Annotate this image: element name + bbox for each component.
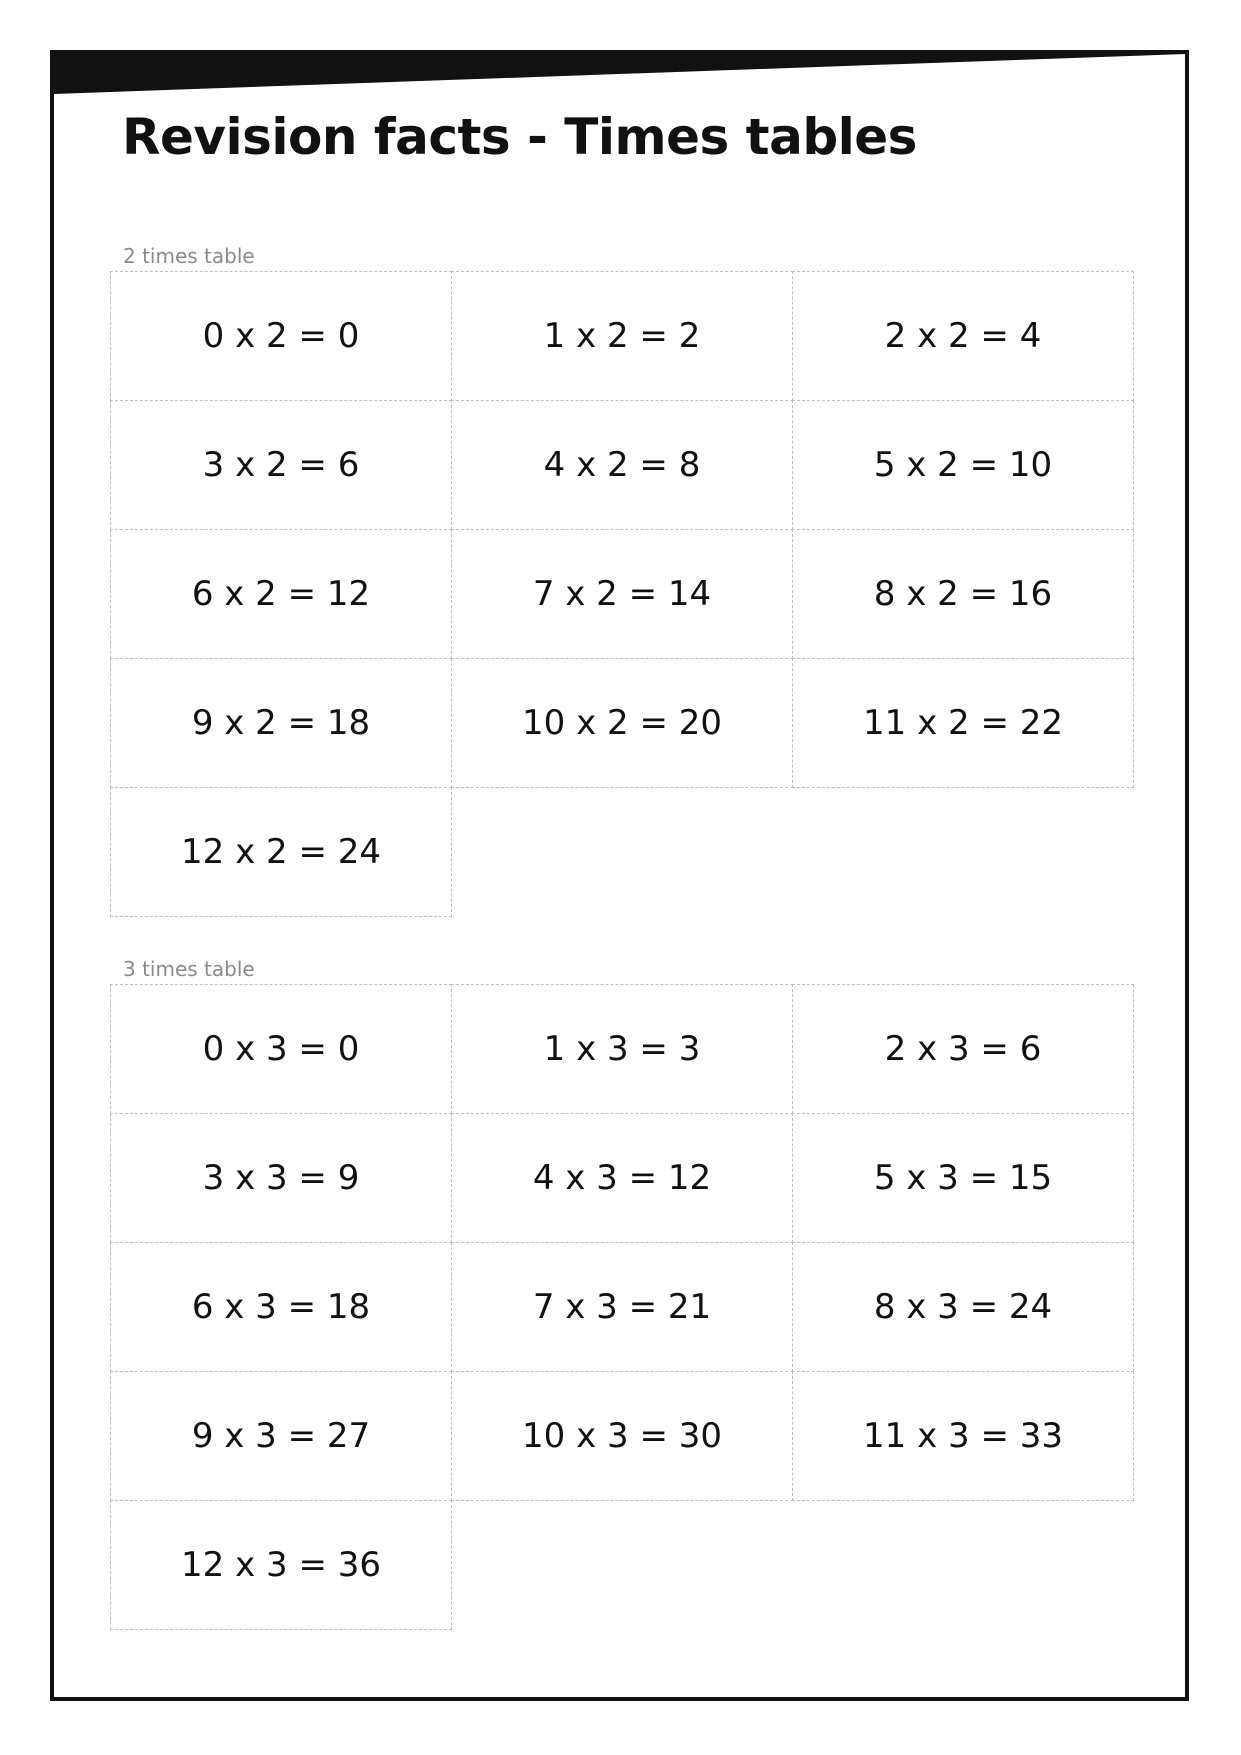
fact-card: 5 x 2 = 10 xyxy=(792,400,1134,530)
fact-card: 2 x 2 = 4 xyxy=(792,271,1134,401)
fact-card: 1 x 2 = 2 xyxy=(451,271,793,401)
fact-card: 0 x 2 = 0 xyxy=(110,271,452,401)
fact-card: 8 x 3 = 24 xyxy=(792,1242,1134,1372)
fact-card: 9 x 2 = 18 xyxy=(110,658,452,788)
fact-card: 9 x 3 = 27 xyxy=(110,1371,452,1501)
facts-grid xyxy=(110,271,1133,916)
fact-card: 7 x 2 = 14 xyxy=(451,529,793,659)
fact-card: 11 x 2 = 22 xyxy=(792,658,1134,788)
fact-card: 6 x 3 = 18 xyxy=(110,1242,452,1372)
fact-card: 3 x 3 = 9 xyxy=(110,1113,452,1243)
section-label: 2 times table xyxy=(123,244,255,268)
page-title: Revision facts - Times tables xyxy=(122,108,917,166)
fact-card: 4 x 3 = 12 xyxy=(451,1113,793,1243)
fact-card: 12 x 3 = 36 xyxy=(110,1500,452,1630)
fact-card: 10 x 3 = 30 xyxy=(451,1371,793,1501)
fact-card: 11 x 3 = 33 xyxy=(792,1371,1134,1501)
section-label: 3 times table xyxy=(123,957,255,981)
fact-card: 2 x 3 = 6 xyxy=(792,984,1134,1114)
fact-card: 7 x 3 = 21 xyxy=(451,1242,793,1372)
header-band xyxy=(54,54,1185,104)
fact-card: 5 x 3 = 15 xyxy=(792,1113,1134,1243)
fact-card: 10 x 2 = 20 xyxy=(451,658,793,788)
facts-grid xyxy=(110,984,1133,1629)
fact-card: 0 x 3 = 0 xyxy=(110,984,452,1114)
page-frame xyxy=(50,50,1189,1701)
fact-card: 12 x 2 = 24 xyxy=(110,787,452,917)
fact-card: 4 x 2 = 8 xyxy=(451,400,793,530)
fact-card: 6 x 2 = 12 xyxy=(110,529,452,659)
fact-card: 1 x 3 = 3 xyxy=(451,984,793,1114)
fact-card: 3 x 2 = 6 xyxy=(110,400,452,530)
fact-card: 8 x 2 = 16 xyxy=(792,529,1134,659)
header-band-shape xyxy=(54,54,1185,104)
